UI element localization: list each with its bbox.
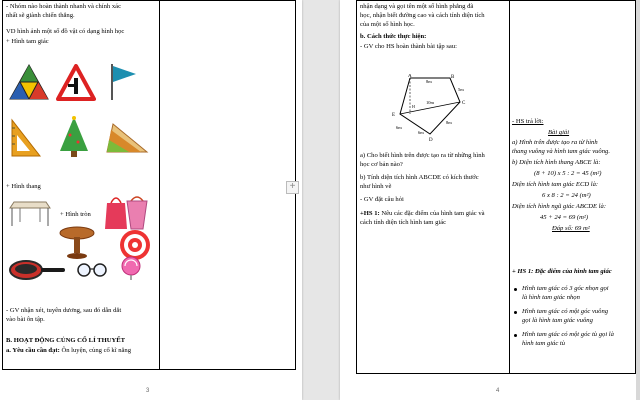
measure-bc: 5m (458, 87, 464, 92)
vertex-c: C (462, 101, 466, 106)
question-b: b) Tính diện tích hình ABCDE có kích thước (360, 174, 479, 181)
vertex-b: B (451, 75, 455, 80)
bullet-dot (514, 288, 517, 291)
document-page-3 (0, 0, 302, 400)
lollipop-image (118, 256, 144, 280)
requirement-label: a. Yêu cầu cần đạt: (6, 347, 60, 354)
text-line: VD hình ảnh một số đồ vật có dạng hình học (6, 28, 125, 35)
bullet-item: Hình tam giác có một góc tù gọi là (522, 331, 614, 338)
vertical-scrollbar[interactable] (636, 0, 640, 400)
hs1-text: Nêu các đặc điểm của hình tam giác và (379, 210, 485, 217)
frying-pan-image (8, 258, 66, 282)
glasses-image (76, 262, 108, 278)
question-a: a) Cho biết hình trên được tạo ra từ những hình (360, 152, 485, 159)
question-a-cont: học cơ bản nào? (360, 161, 403, 168)
page-number: 4 (496, 388, 500, 394)
hs1-label: +HS 1: (360, 210, 380, 217)
hs1-heading: + HS 1: Đặc điểm của hình tam giác (512, 268, 612, 275)
text-line: cách tính diện tích hình tam giác (360, 219, 447, 226)
document-page-4 (340, 0, 640, 400)
pyramid-puzzle-image (8, 63, 50, 101)
vertex-a: A (408, 74, 412, 79)
answer-result: Đáp số: 69 m² (552, 225, 590, 232)
text-line: nhận dạng và gọi tên một số hình phẳng đã (360, 3, 474, 10)
text-line: của một số hình học. (360, 21, 415, 28)
round-table-image (58, 225, 96, 261)
flag-image (108, 62, 138, 102)
section-heading: B. HOẠT ĐỘNG CỦNG CỐ LÍ THUYẾT (6, 337, 126, 344)
text-line: nhất sẽ giành chiến thắng. (6, 12, 75, 19)
bullet-item: Hình tam giác có một góc vuông (522, 308, 609, 315)
answer-line: b) Diện tích hình thang ABCE là: (512, 159, 601, 166)
answer-line: (8 + 10) x 5 : 2 = 45 (m²) (534, 170, 602, 177)
pentagon-figure (388, 74, 478, 142)
vertex-e: E (392, 113, 396, 118)
answer-line: 6 x 8 : 2 = 24 (m²) (542, 192, 591, 199)
vertex-d: D (429, 138, 433, 142)
label-triangle: + Hình tam giác (6, 38, 49, 45)
label-trapezoid: + Hình thang (6, 183, 41, 190)
add-page-button[interactable]: + (286, 181, 299, 194)
text-line: vào bài ôn tập. (6, 316, 45, 323)
text-line (360, 210, 485, 218)
answer-line: 45 + 24 = 69 (m²) (540, 214, 589, 221)
measure-ab: 8m (426, 79, 432, 84)
bullet-dot (514, 334, 517, 337)
warning-sign-image (56, 64, 96, 102)
bullet-item-cont: là hình tam giác nhọn (522, 294, 580, 301)
christmas-tree-image (58, 115, 90, 159)
text-line (6, 347, 131, 355)
solution-title: Bài giải (548, 129, 570, 136)
column-divider (159, 1, 160, 369)
set-square-image (8, 118, 42, 158)
hs-reply: - HS trả lời: (512, 118, 544, 125)
text-line: - GV nhận xét, tuyên dương, sau đó dẫn dắt (6, 307, 122, 314)
column-divider (509, 1, 510, 373)
measure-ec: 10m (426, 100, 435, 105)
label-circle: + Hình tròn (60, 211, 91, 218)
answer-line: Diện tích hình tam giác ECD là: (512, 181, 599, 188)
text-line: - Nhóm nào hoàn thành nhanh và chính xác (6, 3, 121, 10)
text-line: - GV cho HS hoàn thành bài tập sau: (360, 43, 457, 50)
answer-line: Diện tích hình ngũ giác ABCDE là: (512, 203, 607, 210)
vertex-h: H (412, 104, 415, 109)
answer-line: thang vuông và hình tam giác vuông. (512, 148, 610, 155)
bucket-image (125, 193, 149, 231)
table-image (8, 198, 52, 228)
bullet-item-cont: gọi là hình tam giác vuông (522, 317, 593, 324)
bullet-item: Hình tam giác có 3 góc nhọn gọi (522, 285, 609, 292)
page-number: 3 (146, 388, 150, 394)
measure-ed: 6m (396, 125, 402, 130)
text-line: học, nhận biết đường cao và cách tính diện tích (360, 12, 485, 19)
measure-dc: 8m (446, 120, 452, 125)
bullet-item-cont: hình tam giác tù (522, 340, 566, 347)
text-line: - GV đặt câu hỏi (360, 196, 404, 203)
bullet-dot (514, 311, 517, 314)
question-b-cont: như hình vẽ (360, 183, 392, 190)
requirement-text: Ôn luyện, củng cố kĩ năng (59, 347, 132, 354)
section-heading: b. Cách thức thực hiện: (360, 33, 427, 40)
answer-line: a) Hình trên được tạo ra từ hình (512, 139, 598, 146)
sandwich-image (105, 120, 149, 156)
measure-ed-inner: 6m (418, 130, 424, 135)
